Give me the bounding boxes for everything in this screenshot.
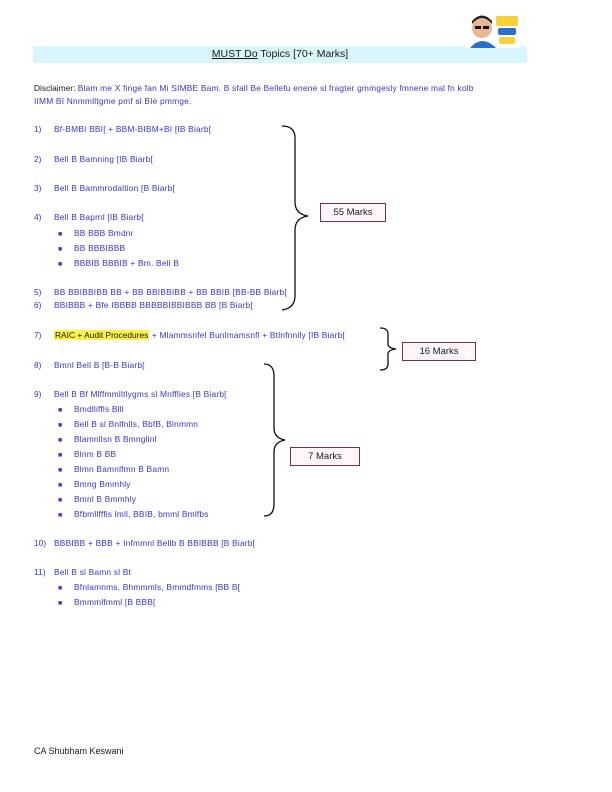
- list-item: [34, 389, 227, 400]
- item-text: Bell B Bf Mlffmmlltlygms sl Mnfflies [B Biarb[: [54, 389, 227, 399]
- bullet-icon: ■: [58, 437, 63, 444]
- sub-list-item: [58, 582, 240, 594]
- item-number: 9): [34, 389, 42, 399]
- sub-list-item: [58, 404, 124, 416]
- bullet-icon: ■: [58, 482, 63, 489]
- item-text: + Mlammsnfel Bunlmamsnfl + Btlnfnnlly [IB Biarb[: [149, 330, 345, 340]
- item-number: 4): [34, 212, 42, 222]
- sub-item-text: Blmn Bamnlfmn B Bamn: [74, 464, 170, 474]
- bullet-icon: ■: [58, 231, 63, 238]
- sub-item-text: Bmmmlfmml [B BBB[: [74, 597, 156, 607]
- bullet-icon: ■: [58, 512, 63, 519]
- list-item: [34, 124, 211, 135]
- disclaimer-text-line1: Blam me X finge fan Mi SIMBE Bam. B sfall Be Bellefu enene sl fragter gmmgesly fmnene mal fn kolb: [77, 83, 474, 93]
- sub-item-text: Blnm B BB: [74, 449, 117, 459]
- sub-list-item: [58, 449, 116, 461]
- item-text: Bell B sl Bamn sl Bt: [54, 567, 132, 577]
- disclaimer-label: Disclaimer:: [34, 83, 76, 93]
- item-number: 3): [34, 183, 42, 193]
- marks-box: 7 Marks: [290, 447, 360, 466]
- item-text: BB BBIBBIBB BB + BB BBIBBIBB + BB BBIB [BB-BB Biarb[: [54, 287, 287, 297]
- sub-item-text: Bfnlamnms, Bhmmmls, Bmmdfmms [BB B[: [74, 582, 241, 592]
- sub-item-text: BBBIB BBBIB + Bm. Bell B: [74, 258, 180, 268]
- sub-item-text: Blamnllsn B Bmnglinl: [74, 434, 157, 444]
- bullet-icon: ■: [58, 467, 63, 474]
- marks-box: 16 Marks: [402, 342, 476, 361]
- bullet-icon: ■: [58, 585, 63, 592]
- bullet-icon: ■: [58, 246, 63, 253]
- item-number: 11): [34, 567, 46, 577]
- highlighted-topic: RAIC + Audit Procedures: [55, 330, 149, 340]
- item-number: 2): [34, 154, 42, 164]
- avatar: [466, 12, 520, 48]
- sub-list-item: [58, 419, 198, 431]
- page-title-underlined: MUST Do: [211, 48, 258, 60]
- sub-list-item: [58, 258, 179, 270]
- item-number: 10): [34, 538, 47, 548]
- bullet-icon: ■: [58, 422, 63, 429]
- disclaimer: [34, 82, 534, 108]
- sub-item-text: Bell B sl Bnlfnlls, BbfB, Blnmmn: [74, 419, 199, 429]
- list-item: [34, 330, 345, 341]
- sub-item-text: BB BBBIBBB: [74, 243, 126, 253]
- item-text: BBIBBB + Bfe IBBBB BBBBBIBBIBBB BB [B Biarb[: [54, 300, 253, 310]
- sub-list-item: [58, 509, 209, 521]
- sub-list-item: [58, 434, 157, 446]
- bullet-icon: ■: [58, 407, 63, 414]
- item-text: Bell B Bammrodaltion [B Biarb[: [54, 183, 175, 193]
- sub-item-text: Bmnl B Bmmhly: [74, 494, 137, 504]
- sub-list-item: [58, 597, 156, 609]
- item-text: Bmnl Bell B [B-B Biarb[: [54, 360, 145, 370]
- list-item: [34, 567, 131, 578]
- sub-list-item: [58, 494, 136, 506]
- item-text: Bell B Bapmt [IB Biarb[: [54, 212, 144, 222]
- list-item: [34, 300, 253, 311]
- list-item: [34, 538, 255, 549]
- item-number: 7): [34, 330, 42, 340]
- item-text: Bell B Bamning [IB Biarb[: [54, 154, 154, 164]
- sub-list-item: [58, 228, 134, 240]
- sub-item-text: Bmdlliffls Blll: [74, 404, 124, 414]
- item-text: Bf-BMBI BBI[ + BBM-BIBM+BI [IB Biarb[: [54, 124, 212, 134]
- item-text: BBBIBB + BBB + Infmmnl Bellb B BBIBBB [B Biarb[: [54, 538, 256, 548]
- sub-list-item: [58, 243, 125, 255]
- item-number: 8): [34, 360, 42, 370]
- sub-item-text: Bfbmllfffis lmll, BBIB, bmml Bmlfbs: [74, 509, 209, 519]
- item-number: 6): [34, 300, 42, 310]
- right-brace-icon: [280, 124, 310, 314]
- sub-item-text: BB BBB Bmdnr: [74, 228, 134, 238]
- footer-author: CA Shubham Keswani: [34, 746, 124, 756]
- list-item: [34, 154, 153, 165]
- marks-box: 55 Marks: [320, 203, 386, 222]
- item-number: 1): [34, 124, 42, 134]
- page-title: [33, 47, 527, 62]
- disclaimer-text-line2: IIMM BI Nnmmlltgme pmf sl BIe pmmge.: [34, 96, 192, 106]
- sub-list-item: [58, 479, 131, 491]
- list-item: [34, 287, 287, 298]
- right-brace-icon: [378, 326, 400, 372]
- list-item: [34, 212, 144, 223]
- bullet-icon: ■: [58, 497, 63, 504]
- bullet-icon: ■: [58, 261, 63, 268]
- list-item: [34, 183, 175, 194]
- right-brace-icon: [262, 362, 288, 518]
- bullet-icon: ■: [58, 452, 63, 459]
- bullet-icon: ■: [58, 600, 63, 607]
- page-title-rest: Topics [70+ Marks]: [257, 48, 349, 60]
- sub-list-item: [58, 464, 169, 476]
- item-number: 5): [34, 287, 42, 297]
- list-item: [34, 360, 145, 371]
- sub-item-text: Bmng Bmmhly: [74, 479, 131, 489]
